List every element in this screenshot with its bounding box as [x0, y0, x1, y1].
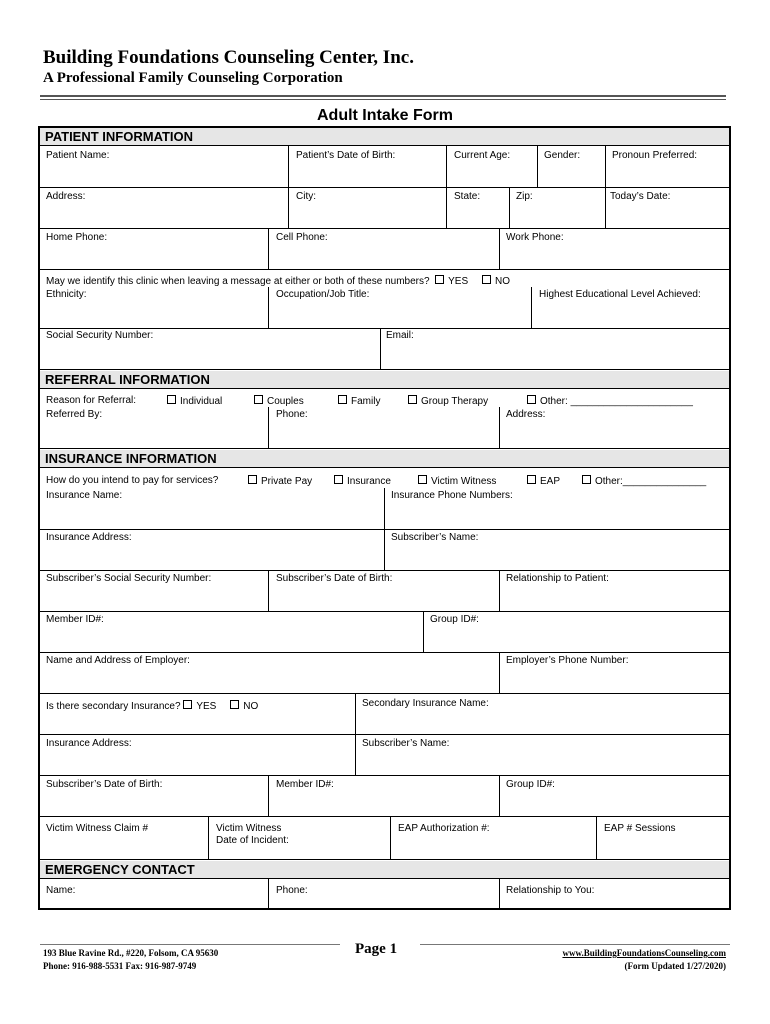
pay-option-eap[interactable]: EAP — [527, 475, 560, 488]
header-rule-thin — [40, 99, 726, 100]
checkbox[interactable] — [334, 475, 343, 484]
checkbox[interactable] — [254, 395, 263, 404]
label-cell-phone[interactable]: Cell Phone: — [276, 232, 328, 243]
label-insurance-address[interactable]: Insurance Address: — [46, 532, 132, 543]
label-insurance-name[interactable]: Insurance Name: — [46, 490, 123, 501]
footer-address: 193 Blue Ravine Rd., #220, Folsom, CA 95630 — [43, 948, 219, 958]
org-subtitle: A Professional Family Counseling Corporation — [43, 70, 343, 86]
pay-option-other[interactable]: Other:_______________ — [582, 475, 706, 488]
label-group-id[interactable]: Group ID#: — [430, 614, 479, 625]
pay-option-insurance[interactable]: Insurance — [334, 475, 391, 488]
footer-phones: Phone: 916-988-5531 Fax: 916-987-9749 — [43, 961, 197, 971]
label-todays-date[interactable]: Today’s Date: — [610, 191, 671, 202]
message-permission-row — [46, 275, 510, 288]
secondary-insurance-question: Is there secondary Insurance? YES NO — [46, 701, 259, 712]
label-referred-by[interactable]: Referred By: — [46, 409, 103, 420]
section-emergency-contact: EMERGENCY CONTACT — [40, 861, 729, 879]
org-name: Building Foundations Counseling Center, Inc. — [43, 47, 414, 68]
label-emergency-relationship[interactable]: Relationship to You: — [506, 885, 595, 896]
label-secondary-insurance-address[interactable]: Insurance Address: — [46, 738, 132, 749]
label-home-phone[interactable]: Home Phone: — [46, 232, 108, 243]
no-label: NO — [495, 276, 511, 287]
label-victim-witness-claim[interactable]: Victim Witness Claim # — [46, 823, 149, 834]
referral-option-individual[interactable]: Individual — [167, 395, 222, 408]
pay-option-victim-witness[interactable]: Victim Witness — [418, 475, 496, 488]
label-secondary-subscriber-dob[interactable]: Subscriber’s Date of Birth: — [46, 779, 163, 790]
secondary-no-checkbox[interactable] — [230, 700, 239, 709]
referral-option-family[interactable]: Family — [338, 395, 380, 408]
label-emergency-name[interactable]: Name: — [46, 885, 76, 896]
checkbox[interactable] — [408, 395, 417, 404]
yes-label: YES — [448, 276, 469, 287]
page-number: Page 1 — [355, 941, 398, 957]
label-employer-phone[interactable]: Employer’s Phone Number: — [506, 655, 629, 666]
label-subscriber-ssn[interactable]: Subscriber’s Social Security Number: — [46, 573, 212, 584]
label-secondary-member-id[interactable]: Member ID#: — [276, 779, 334, 790]
label-work-phone[interactable]: Work Phone: — [506, 232, 564, 243]
label-subscriber-dob[interactable]: Subscriber’s Date of Birth: — [276, 573, 393, 584]
label-state[interactable]: State: — [454, 191, 481, 202]
label-member-id[interactable]: Member ID#: — [46, 614, 104, 625]
label-eap-authorization[interactable]: EAP Authorization #: — [398, 823, 490, 834]
label-patient-name[interactable]: Patient Name: — [46, 150, 110, 161]
section-referral-information: REFERRAL INFORMATION — [40, 371, 729, 389]
label-referral-address[interactable]: Address: — [506, 409, 546, 420]
label-gender[interactable]: Gender: — [544, 150, 581, 161]
checkbox[interactable] — [248, 475, 257, 484]
referral-option-other[interactable]: Other: ______________________ — [527, 395, 693, 408]
label-insurance-phone[interactable]: Insurance Phone Numbers: — [391, 490, 513, 501]
label-education[interactable]: Highest Educational Level Achieved: — [539, 289, 701, 300]
label-referral-phone[interactable]: Phone: — [276, 409, 308, 420]
form-title: Adult Intake Form — [316, 107, 453, 124]
checkbox[interactable] — [338, 395, 347, 404]
footer-form-updated: (Form Updated 1/27/2020) — [624, 961, 726, 971]
label-email[interactable]: Email: — [386, 330, 414, 341]
label-address[interactable]: Address: — [46, 191, 86, 202]
footer-website-link[interactable]: www.BuildingFoundationsCounseling.com — [562, 948, 726, 958]
label-relationship-to-patient[interactable]: Relationship to Patient: — [506, 573, 609, 584]
referral-reason-label: Reason for Referral: — [46, 395, 137, 406]
label-ssn[interactable]: Social Security Number: — [46, 330, 154, 341]
checkbox[interactable] — [527, 475, 536, 484]
referral-option-group-therapy[interactable]: Group Therapy — [408, 395, 488, 408]
header-rule — [40, 95, 726, 97]
message-question: May we identify this clinic when leaving a message at either or both of these numbers? — [46, 276, 430, 287]
checkbox[interactable] — [418, 475, 427, 484]
label-city[interactable]: City: — [296, 191, 316, 202]
label-ethnicity[interactable]: Ethnicity: — [46, 289, 87, 300]
label-secondary-subscriber-name[interactable]: Subscriber’s Name: — [362, 738, 450, 749]
label-patient-dob[interactable]: Patient’s Date of Birth: — [296, 150, 396, 161]
payment-question: How do you intend to pay for services? — [46, 475, 219, 486]
label-occupation[interactable]: Occupation/Job Title: — [276, 289, 370, 300]
label-subscriber-name[interactable]: Subscriber’s Name: — [391, 532, 479, 543]
label-zip[interactable]: Zip: — [516, 191, 533, 202]
no-checkbox[interactable] — [482, 275, 491, 284]
label-victim-witness-incident[interactable]: Victim Witness Date of Incident: — [216, 823, 289, 846]
label-current-age[interactable]: Current Age: — [454, 150, 511, 161]
label-secondary-insurance-name[interactable]: Secondary Insurance Name: — [362, 698, 489, 709]
section-insurance-information: INSURANCE INFORMATION — [40, 450, 729, 468]
secondary-yes-checkbox[interactable] — [183, 700, 192, 709]
label-secondary-group-id[interactable]: Group ID#: — [506, 779, 555, 790]
checkbox[interactable] — [527, 395, 536, 404]
section-patient-information: PATIENT INFORMATION — [40, 128, 729, 146]
label-pronoun[interactable]: Pronoun Preferred: — [612, 150, 698, 161]
label-eap-sessions[interactable]: EAP # Sessions — [604, 823, 676, 834]
label-employer[interactable]: Name and Address of Employer: — [46, 655, 190, 666]
label-emergency-phone[interactable]: Phone: — [276, 885, 308, 896]
yes-checkbox[interactable] — [435, 275, 444, 284]
checkbox[interactable] — [582, 475, 591, 484]
checkbox[interactable] — [167, 395, 176, 404]
referral-option-couples[interactable]: Couples — [254, 395, 304, 408]
pay-option-private-pay[interactable]: Private Pay — [248, 475, 312, 488]
